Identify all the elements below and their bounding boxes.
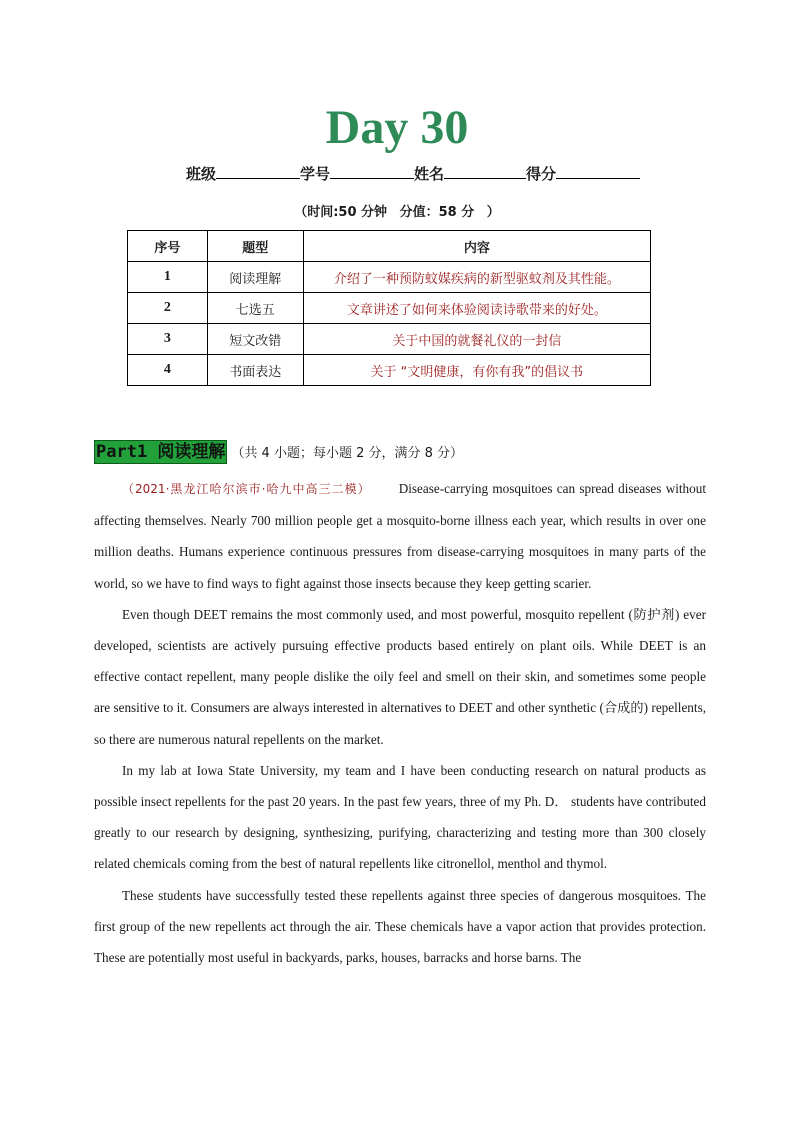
score-blank[interactable] [556,164,640,179]
time-text: （时间:50 分钟 [294,205,388,220]
paragraph-text: Disease-carrying mosquitoes can spread diseases without affecting themselves. Nearly 700 million people get a mosquito-borne illness each year, which results in over one million deaths. Humans experience continuous pressures from disease-carrying mosquitoes in many parts of the world, so we have to find ways to fight against those insects because they keep getting scarier. [94,481,706,591]
passage-paragraph [94,473,706,599]
row-type: 阅读理解 [207,262,303,293]
row-number: 3 [128,324,208,355]
score-text: 分值：58 分 [399,205,475,220]
student-info-line [186,163,640,184]
header-content: 内容 [303,231,650,262]
overview-table [127,230,651,386]
class-blank[interactable] [216,164,300,179]
passage-paragraph: Even though DEET remains the most commonly used, and most powerful, mosquito repellent (防护剂) ever developed, scientists are actively pursuing effective products based entirely on plant oils. While DEET is an effective contact repellent, many people dislike the oily feel and smell on their skin, and sometimes some people are sensitive to it. Consumers are always interested in alternatives to DEET and other synthetic (合成的) repellents, so there are numerous natural repellents on the market. [94,606,706,747]
table-row [128,262,651,293]
table-row [128,355,651,386]
part1-badge: Part1 阅读理解 [96,442,226,462]
passage-paragraph: These students have successfully tested these repellents against three species of dangerous mosquitoes. The first group of the new repellents act through the air. These chemicals have a vapor action that provides protection. These are potentially most useful in backyards, parks, houses, barracks and horse barns. The [94,887,706,966]
name-blank[interactable] [444,164,526,179]
table-header-row [128,231,651,262]
passage-source: （2021·黑龙江哈尔滨市·哈九中高三二模） [122,482,371,496]
row-type: 书面表达 [207,355,303,386]
row-content: 介绍了一种预防蚊媒疾病的新型驱蚊剂及其性能。 [303,262,650,293]
close-paren: ） [486,205,500,220]
row-number: 1 [128,262,208,293]
name-label: 姓名 [414,165,445,183]
part1-heading [94,440,463,464]
table-row [128,324,651,355]
row-type: 短文改错 [207,324,303,355]
id-blank[interactable] [330,164,414,179]
reading-passage [94,473,706,973]
row-type: 七选五 [207,293,303,324]
header-number: 序号 [128,231,208,262]
score-label: 得分 [526,165,557,183]
time-score-line [0,201,794,220]
row-content: 文章讲述了如何来体验阅读诗歌带来的好处。 [303,293,650,324]
id-label: 学号 [300,165,331,183]
part1-score-note: （共 4 小题；每小题 2 分，满分 8 分） [231,446,464,461]
row-content: 关于 “文明健康，有你有我”的倡议书 [303,355,650,386]
row-number: 2 [128,293,208,324]
table-row [128,293,651,324]
page-title: Day 30 [325,101,469,154]
passage-paragraph: In my lab at Iowa State University, my team and I have been conducting research on natural products as possible insect repellents for the past 20 years. In the past few years, three of my Ph. D． students have contributed greatly to our research by designing, synthesizing, purifying, characterizing and testing more than 300 closely related chemicals coming from the best of natural repellents like citronellol, menthol and thymol. [94,762,706,872]
row-number: 4 [128,355,208,386]
header-type: 题型 [207,231,303,262]
row-content: 关于中国的就餐礼仪的一封信 [303,324,650,355]
class-label: 班级 [186,165,217,183]
